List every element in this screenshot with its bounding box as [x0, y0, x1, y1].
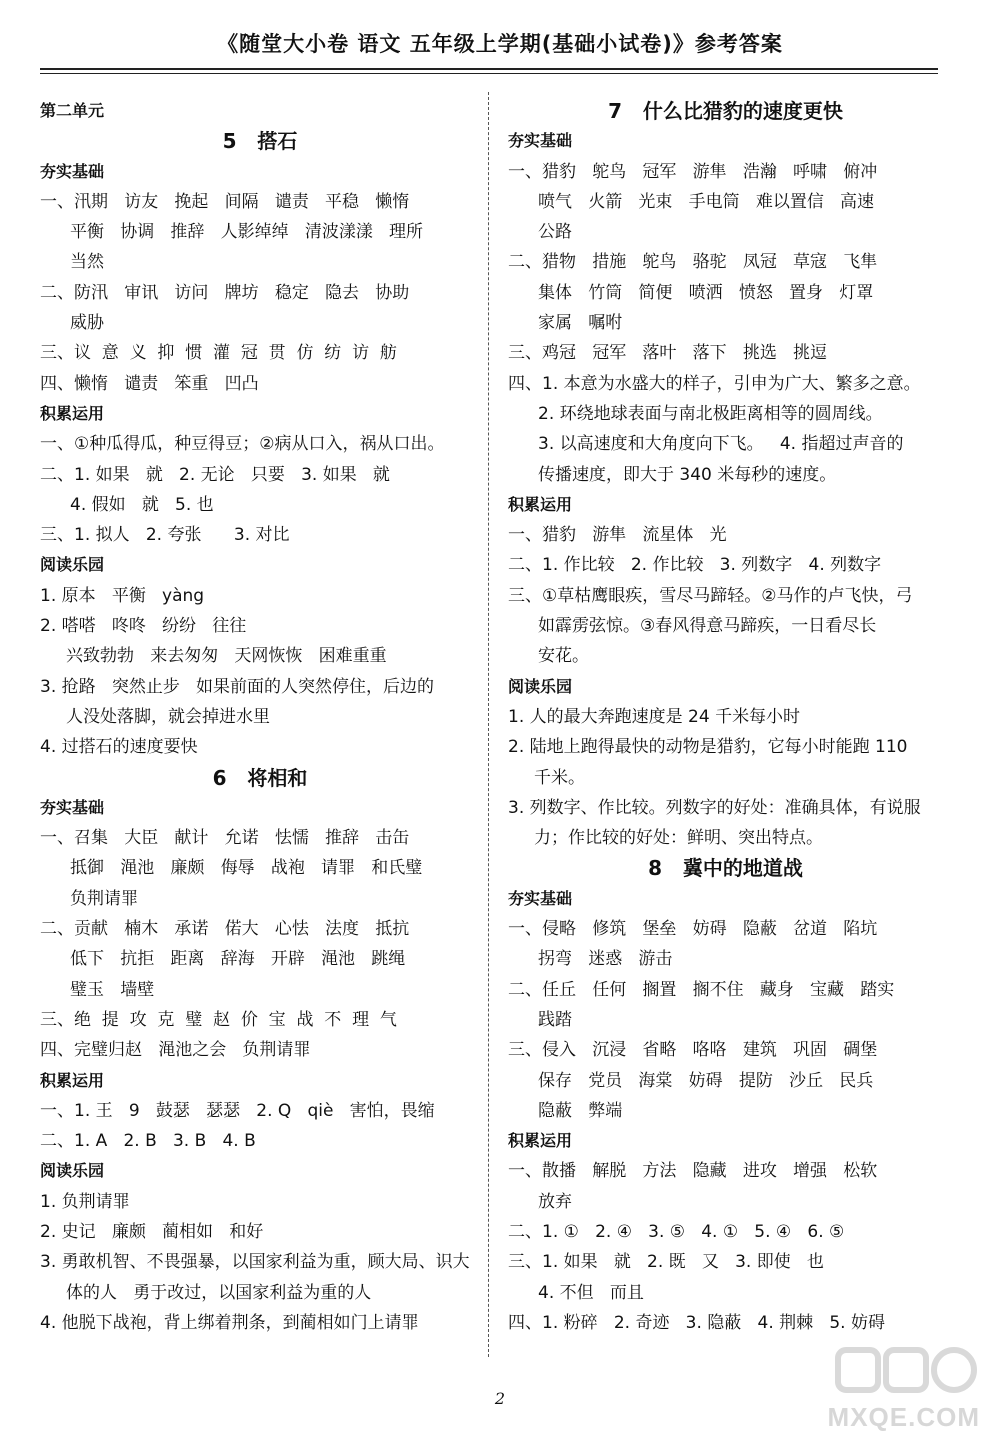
answer-line: 传播速度，即大于 340 米每秒的速度。 — [538, 464, 837, 485]
answer-line: 家属 嘱咐 — [538, 313, 623, 334]
lesson-title: 6 将相和 — [212, 765, 308, 790]
answer-line: 三、1. 拟人 2. 夸张 3. 对比 — [40, 525, 290, 546]
answer-line: 四、1. 本意为水盛大的样子，引申为广大、繁多之意。 — [508, 373, 921, 394]
answer-line: 平衡 协调 推辞 人影绰绰 清波漾漾 理所 — [70, 222, 424, 243]
answer-line: 抵御 渑池 廉颇 侮辱 战袍 请罪 和氏璧 — [70, 858, 423, 879]
answer-line: 一、召集 大臣 献计 允诺 怯懦 推辞 击缶 — [40, 828, 410, 849]
answer-line: 负荆请罪 — [70, 888, 138, 909]
answer-line: 践踏 — [538, 1009, 572, 1030]
lesson-title: 8 冀中的地道战 — [648, 856, 803, 881]
answer-line: 一、1. 王 9 鼓瑟 瑟瑟 2. Q qiè 害怕，畏缩 — [40, 1100, 435, 1121]
answer-line: 二、1. 如果 就 2. 无论 只要 3. 如果 就 — [40, 464, 390, 485]
answer-line: 1. 人的最大奔跑速度是 24 千米每小时 — [508, 706, 801, 727]
section-heading: 夯实基础 — [508, 888, 573, 908]
answer-line: 璧玉 墙壁 — [70, 979, 155, 1000]
answer-line: 放弃 — [538, 1191, 572, 1212]
answer-line: 二、贡献 楠木 承诺 偌大 心怯 法度 抵抗 — [40, 919, 410, 940]
lesson-title: 7 什么比猎豹的速度更快 — [608, 99, 843, 123]
answer-line: 一、散播 解脱 方法 隐藏 进攻 增强 松软 — [508, 1161, 878, 1182]
answer-line: 4. 不但 而且 — [538, 1282, 644, 1303]
answer-line: 二、任丘 任何 搁置 搁不住 藏身 宝藏 踏实 — [508, 979, 895, 1000]
answer-line: 4. 他脱下战袍，背上绑着荆条，到蔺相如门上请罪 — [40, 1312, 419, 1333]
section-heading: 积累运用 — [40, 1070, 105, 1090]
answer-line: 二、猎物 措施 鸵鸟 骆驼 凤冠 草寇 飞隼 — [508, 252, 878, 273]
answer-line: 4. 过搭石的速度要快 — [40, 737, 198, 758]
header-rule-thin — [40, 73, 938, 74]
answer-line: 2. 史记 廉颇 蔺相如 和好 — [40, 1221, 264, 1242]
answer-line: 四、完璧归赵 渑池之会 负荆请罪 — [40, 1040, 311, 1061]
answer-line: 2. 嗒嗒 咚咚 纷纷 往往 — [40, 616, 247, 637]
answer-line: 集体 竹筒 简便 喷洒 愤怒 置身 灯罩 — [538, 282, 874, 303]
answer-line: 保存 党员 海棠 妨碍 提防 沙丘 民兵 — [538, 1070, 874, 1091]
answer-line: 千米。 — [534, 767, 585, 788]
lesson-title: 5 搭石 — [222, 129, 298, 154]
answer-line: 3. 列数字、作比较。列数字的好处：准确具体，有说服 — [508, 797, 921, 818]
answer-line: 安花。 — [538, 646, 589, 667]
section-heading: 第二单元 — [40, 101, 105, 120]
answer-line: 二、1. 作比较 2. 作比较 3. 列数字 4. 列数字 — [508, 555, 882, 576]
page-number: 2 — [494, 1389, 506, 1408]
answer-line: 二、1. ① 2. ④ 3. ⑤ 4. ① 5. ④ 6. ⑤ — [508, 1221, 845, 1242]
answer-line: 喷气 火箭 光束 手电筒 难以置信 高速 — [538, 191, 875, 212]
answer-line: 3. 勇敢机智、不畏强暴，以国家利益为重，顾大局、识大 — [40, 1252, 470, 1273]
answer-line: 三、绝 提 攻 克 璧 赵 价 宝 战 不 理 气 — [40, 1009, 397, 1030]
right-column — [508, 96, 943, 1338]
watermark-site: MXQE.COM — [827, 1402, 980, 1432]
answer-line: 一、猎豹 游隼 流星体 光 — [508, 525, 727, 546]
section-heading: 夯实基础 — [508, 131, 573, 151]
answer-line: 当然 — [70, 252, 104, 273]
section-heading: 积累运用 — [508, 1131, 573, 1151]
answer-line: 兴致勃勃 来去匆匆 天网恢恢 困难重重 — [66, 646, 387, 667]
watermark — [810, 1340, 980, 1435]
answer-line: 4. 假如 就 5. 也 — [70, 494, 214, 515]
answer-line: 二、防汛 审讯 访问 牌坊 稳定 隐去 协助 — [40, 282, 410, 303]
answer-line: 一、汛期 访友 挽起 间隔 谴责 平稳 懒惰 — [40, 191, 410, 212]
answer-line: 低下 抗拒 距离 辞海 开辟 渑池 跳绳 — [70, 949, 406, 970]
answer-line: 威胁 — [70, 313, 104, 334]
answer-line: 二、1. A 2. B 3. B 4. B — [40, 1131, 256, 1152]
answer-line: 三、1. 如果 就 2. 既 又 3. 即使 也 — [508, 1252, 824, 1273]
answer-line: 一、猎豹 鸵鸟 冠军 游隼 浩瀚 呼啸 俯冲 — [508, 161, 878, 182]
answer-line: 力；作比较的好处：鲜明、突出特点。 — [534, 828, 823, 849]
answer-line: 隐蔽 弊端 — [538, 1100, 623, 1121]
answer-line: 三、议 意 义 抑 惯 灌 冠 贯 仿 纺 访 舫 — [40, 343, 397, 364]
answer-line: 1. 负荆请罪 — [40, 1191, 130, 1212]
answer-line: 三、鸡冠 冠军 落叶 落下 挑选 挑逗 — [508, 343, 828, 364]
answer-line: 2. 陆地上跑得最快的动物是猎豹，它每小时能跑 110 — [508, 737, 908, 758]
answer-line: 拐弯 迷惑 游击 — [538, 949, 673, 970]
watermark-logo-icon — [830, 1340, 980, 1400]
section-heading: 阅读乐园 — [40, 1161, 105, 1181]
left-column — [40, 96, 480, 1338]
answer-line: 1. 原本 平衡 yàng — [40, 585, 205, 606]
header-rule-thick — [40, 68, 938, 70]
column-divider — [488, 92, 489, 1357]
answer-line: 2. 环绕地球表面与南北极距离相等的圆周线。 — [538, 403, 883, 424]
answer-line: 三、①草枯鹰眼疾，雪尽马蹄轻。②马作的卢飞快，弓 — [508, 585, 913, 606]
answer-line: 3. 抢路 突然止步 如果前面的人突然停住，后边的 — [40, 676, 435, 697]
answer-line: 四、懒惰 谴责 笨重 凹凸 — [40, 373, 259, 394]
section-heading: 夯实基础 — [40, 161, 105, 181]
answer-line: 人没处落脚，就会掉进水里 — [66, 706, 270, 727]
page-header: 《随堂大小卷 语文 五年级上学期(基础小试卷)》参考答案 — [217, 32, 783, 56]
answer-line: 三、侵入 沉浸 省略 咯咯 建筑 巩固 碉堡 — [508, 1040, 878, 1061]
answer-line: 一、①种瓜得瓜，种豆得豆；②病从口入，祸从口出。 — [40, 434, 445, 455]
answer-line: 3. 以高速度和大角度向下飞。 4. 指超过声音的 — [538, 434, 904, 455]
section-heading: 阅读乐园 — [40, 555, 105, 575]
section-heading: 夯实基础 — [40, 797, 105, 817]
answer-line: 如霹雳弦惊。③春风得意马蹄疾，一日看尽长 — [538, 616, 877, 637]
section-heading: 积累运用 — [508, 494, 573, 514]
answer-line: 体的人 勇于改过，以国家利益为重的人 — [66, 1282, 372, 1303]
answer-line: 公路 — [538, 222, 572, 243]
section-heading: 积累运用 — [40, 403, 105, 423]
answer-line: 一、侵略 修筑 堡垒 妨碍 隐蔽 岔道 陷坑 — [508, 919, 878, 940]
section-heading: 阅读乐园 — [508, 676, 573, 696]
answer-line: 四、1. 粉碎 2. 奇迹 3. 隐蔽 4. 荆棘 5. 妨碍 — [508, 1312, 885, 1333]
